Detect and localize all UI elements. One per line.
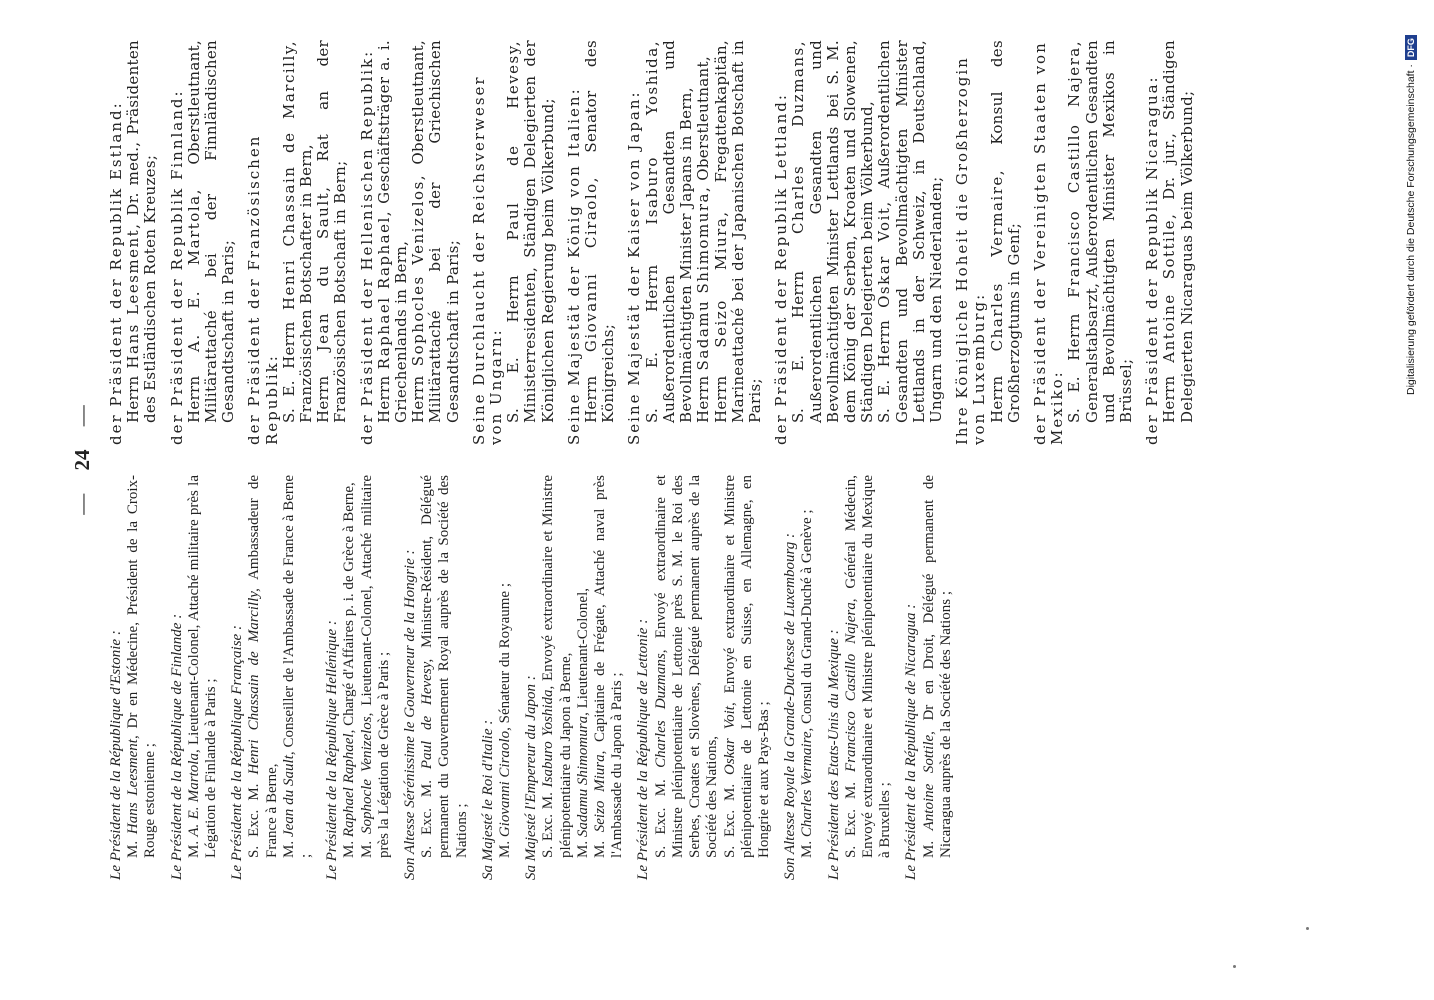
german-sovereign-heading: der Präsident der Republik Lettland: xyxy=(772,93,791,445)
french-entry xyxy=(480,475,514,880)
digitization-credit xyxy=(1404,15,1418,395)
french-entry xyxy=(826,475,895,880)
german-delegate xyxy=(583,40,617,423)
delegate-role: Lieutenant-Colonel, Attaché militaire près la Légation de Finlande à Paris ; xyxy=(185,474,220,858)
delegate-title: Herrn xyxy=(184,375,203,423)
delegate-name: Henri Chassain de Marcilly, xyxy=(246,588,263,775)
delegate-name: Charles Vermaire, xyxy=(987,168,1006,352)
delegate-title: Herrn xyxy=(124,375,143,423)
german-entry xyxy=(954,40,1023,445)
french-sovereign-heading: Son Altesse Royale la Grande-Duchesse de Luxembourg : xyxy=(782,532,799,880)
delegate-role: Französischen Botschafter in Bern, xyxy=(297,144,316,423)
delegate-title: S. Exc. M. xyxy=(540,792,557,858)
french-sovereign-heading: Sa Majesté l'Empereur du Japon : xyxy=(523,675,540,880)
delegate-role: Senator des Königreichs; xyxy=(582,40,618,423)
delegate-role: Oberstleutnant, xyxy=(694,56,713,181)
credit-text: Digitalisierung gefördert durch die Deutsche Forschungsgemeinschaft · xyxy=(1405,64,1417,395)
french-sovereign-heading: Le Président de la République d'Estonie : xyxy=(108,630,124,880)
delegate-role: Rat an der Französischen Botschaft in Bern; xyxy=(314,40,350,423)
german-entry xyxy=(169,40,238,445)
delegate-title: M. xyxy=(280,840,297,858)
delegate-title: S. E. Herrn xyxy=(279,321,298,423)
french-entry xyxy=(523,475,626,880)
delegate-role: Generalstabsarzt, Außerordentlichen Gesandten und Bevollmächtigten Minister Mexikos in Brüssel; xyxy=(1082,40,1135,423)
french-entry xyxy=(635,475,773,880)
german-entry xyxy=(471,40,557,445)
german-delegate xyxy=(410,40,462,423)
delegate-name: Antoine Sottile, xyxy=(920,731,937,831)
page-number-header xyxy=(70,20,95,900)
french-sovereign-heading: Le Président de la République de Lettonie : xyxy=(635,618,652,880)
delegate-role: Oberstleutnant, Militärattaché bei der Griechischen Gesandtschaft in Paris; xyxy=(409,40,462,423)
delegate-role: Sénateur du Royaume ; xyxy=(497,583,514,724)
german-delegate xyxy=(281,40,315,423)
french-entry xyxy=(903,475,955,880)
french-entry xyxy=(169,475,221,880)
delegate-title: M. xyxy=(125,840,142,858)
delegate-name: A. E. Martola, xyxy=(184,188,203,352)
french-delegate xyxy=(653,475,722,858)
delegate-title: S. Exc. M. xyxy=(246,783,263,858)
delegate-name: Francisco Castillo Najera, xyxy=(1065,40,1084,298)
delegate-name: Charles Duzmans, xyxy=(652,649,669,768)
french-delegate xyxy=(575,475,592,858)
german-delegate xyxy=(1161,40,1195,423)
delegate-title: S. E. Herrn xyxy=(504,275,523,423)
german-delegate xyxy=(876,40,945,423)
german-delegate xyxy=(125,40,159,423)
german-entry xyxy=(246,40,349,445)
delegate-name: Isaburo Yoshida, xyxy=(540,685,557,788)
delegate-role: Envoyé extraordinaire et Ministre plénipotentiaire de Lettonie en Suisse, en Allemagne, en Hongrie et aux Pays-Bas ; xyxy=(721,474,772,858)
german-sovereign-heading: der Präsident der Republik Estland: xyxy=(107,101,125,445)
delegate-role: Envoyé extraordinaire et Ministre plénipotentiaire du Japon à Berne, xyxy=(540,474,574,858)
delegate-role: Ambassadeur de France à Berne, xyxy=(246,475,280,858)
delegate-title: S. Exc. M. xyxy=(419,780,436,858)
german-delegate xyxy=(713,40,765,423)
delegate-name: Sophocle Venizelos, xyxy=(358,712,375,835)
delegate-name: Isaburo Yoshida, xyxy=(642,40,661,225)
delegate-title: S. Exc. M. xyxy=(652,779,669,858)
delegate-role: Dr. med., Präsidenten des Estländischen Roten Kreuzes; xyxy=(124,40,160,423)
delegate-title: Herrn xyxy=(582,375,601,423)
german-entry xyxy=(108,40,160,445)
german-sovereign-heading: Seine Durchlaucht der Reichsverweser von Ungarn: xyxy=(469,75,506,445)
delegate-role: Dr. jur., Ständigen Delegierten Nicaraguas beim Völkerbund; xyxy=(1160,39,1196,423)
delegate-role: Consul du Grand-Duché à Genève ; xyxy=(799,509,816,724)
delegate-title: M. xyxy=(574,840,591,858)
delegate-title: Herrn xyxy=(694,375,713,423)
french-sovereign-heading: Sa Majesté le Roi d'Italie : xyxy=(479,719,496,880)
french-entry xyxy=(402,475,471,880)
delegate-role: Dr en Droit, Délégué permanent de Nicaragua auprès de la Société des Nations ; xyxy=(920,474,954,858)
delegate-title: S. E. Herrn xyxy=(789,270,808,423)
german-entry xyxy=(1144,40,1196,445)
delegate-name: Oskar Voit, xyxy=(721,702,738,775)
german-delegate xyxy=(505,40,557,423)
german-entry xyxy=(626,40,764,445)
french-sovereign-heading: Son Altesse Sérénissime le Gouverneur de la Hongrie : xyxy=(402,549,419,880)
french-delegate xyxy=(359,475,393,858)
delegate-name: Raphael Raphael, xyxy=(374,209,393,370)
delegate-name: A. E. Martola, xyxy=(185,749,202,837)
delegate-title: M. xyxy=(358,840,375,858)
delegate-name: Paul de Hevesy, xyxy=(419,658,436,770)
delegate-role: Konsul des Großherzogtums in Genf; xyxy=(987,40,1023,423)
delegate-name: Sophocles Venizelos, xyxy=(409,173,428,367)
delegate-role: Conseiller de l'Ambassade de France à Berne ; xyxy=(280,474,315,858)
delegate-name: Giovanni Ciraolo, xyxy=(497,727,514,838)
delegate-title: M. xyxy=(799,840,816,858)
delegate-title: Herrn xyxy=(374,375,393,423)
german-entry xyxy=(773,40,945,445)
delegate-title: S. Exc. M. xyxy=(721,783,738,858)
delegate-role: Außerordentlichen Gesandten und Bevollmächtigten Minister Lettlands bei S. M. dem König der Serben, Kroaten und Slowenen, Ständigen Delegierten beim Völkerbund, xyxy=(806,40,877,423)
delegate-name: Paul de Hevesy, xyxy=(504,40,523,241)
delegate-role: Oberstleutnant, Militärattaché bei der Finnländischen Gesandtschaft in Paris; xyxy=(184,40,238,423)
folio-dash-left: — xyxy=(70,493,94,515)
delegate-name: Giovanni Ciraolo, xyxy=(582,176,601,353)
delegate-name: Oskar Voit, xyxy=(875,200,894,308)
german-delegate xyxy=(644,40,696,423)
delegate-name: Henri Chassain de Marcilly, xyxy=(279,40,298,311)
delegate-role: Dr en Médecine, Président de la Croix-Rouge estonienne ; xyxy=(125,474,159,858)
german-sovereign-heading: Seine Majestät der König von Italien: xyxy=(564,87,583,445)
french-delegate xyxy=(186,475,220,858)
french-delegate xyxy=(799,475,816,858)
delegate-title: Herrn xyxy=(314,375,333,423)
delegate-name: Jean du Sault, xyxy=(280,751,297,838)
delegate-role: Außerordentlichen Gesandten und Bevollmächtigten Minister Lettlands in der Schweiz, in Deutschland, Ungarn und den Niederlanden; xyxy=(875,40,945,423)
french-sovereign-heading: Le Président des Etats-Unis du Mexique : xyxy=(825,629,842,880)
delegate-title: Herrn xyxy=(409,375,428,423)
delegate-role: Fregattenkapitän, Marineattaché bei der Japanischen Botschaft in Paris; xyxy=(711,40,764,423)
delegate-title: S. E. Herrn xyxy=(1065,313,1084,423)
delegate-role: Ministre-Résident, Délégué permanent du Gouvernement Royal auprès de la Société des Nations ; xyxy=(419,474,470,858)
delegate-title: S. E. Herrn xyxy=(875,319,894,423)
folio-dash-right: — xyxy=(70,405,94,427)
french-entry xyxy=(229,475,315,880)
french-delegate xyxy=(921,475,955,858)
scan-speck xyxy=(1233,965,1236,968)
french-entry xyxy=(782,475,816,880)
french-delegate xyxy=(722,475,774,858)
delegate-title: M. xyxy=(341,840,358,858)
french-delegate xyxy=(497,475,514,858)
french-delegate xyxy=(540,475,574,858)
french-sovereign-heading: Le Président de la République Française : xyxy=(229,625,246,880)
delegate-title: S. E. Herrn xyxy=(642,264,661,423)
delegate-role: Ministerresidenten, Ständigen Delegierten der Königlichen Regierung beim Völkerbund; xyxy=(521,40,557,423)
german-sovereign-heading: der Präsident der Französischen Republik: xyxy=(245,134,281,445)
french-delegate xyxy=(592,475,626,858)
delegate-name: Seizo Miura, xyxy=(592,750,609,833)
delegate-role: Général Médecin, Envoyé extraordinaire et Ministre plénipotentiaire du Mexique à Bruxelles ; xyxy=(842,474,894,858)
french-entry xyxy=(324,475,393,880)
page-number: 24 xyxy=(70,449,94,471)
french-column xyxy=(108,475,964,880)
german-sovereign-heading: der Präsident der Republik Finnland: xyxy=(167,89,186,445)
german-entry xyxy=(359,40,462,445)
french-sovereign-heading: Le Président de la République de Finlande : xyxy=(168,613,185,880)
french-delegate xyxy=(419,475,471,858)
german-entry xyxy=(566,40,618,445)
delegate-role: Capitaine de Frégate, Attaché naval près l'Ambassade du Japon à Paris ; xyxy=(592,474,626,858)
delegate-title: M. xyxy=(592,840,609,858)
german-sovereign-heading: der Präsident der Hellenischen Republik: xyxy=(357,49,376,445)
delegate-role: Außerordentlichen Gesandten und Bevollmächtigten Minister Japans in Bern, xyxy=(659,40,696,423)
dfg-logo: DFG xyxy=(1405,35,1417,60)
french-sovereign-heading: Le Président de la République de Nicaragua : xyxy=(903,603,920,880)
french-delegate xyxy=(125,475,159,858)
german-delegate xyxy=(376,40,410,423)
delegate-role: Chargé d'Affaires p. i. de Grèce à Berne, xyxy=(341,482,358,726)
delegate-title: Herrn xyxy=(1160,375,1179,423)
delegate-role: Lieutenant-Colonel, xyxy=(574,588,591,709)
delegate-name: Hans Leesment, xyxy=(124,222,143,369)
german-delegate xyxy=(186,40,238,423)
delegate-role: Geschäftsträger a. i. Griechenlands in Bern, xyxy=(374,40,411,423)
delegate-role: Lieutenant-Colonel, Attaché militaire près la Légation de Grèce à Paris ; xyxy=(358,474,392,858)
delegate-title: Herrn xyxy=(711,375,730,423)
french-delegate xyxy=(341,475,358,858)
delegate-name: Charles Duzmans, xyxy=(789,40,808,234)
document-page xyxy=(60,20,1410,900)
delegate-name: Antoine Sottile, xyxy=(1160,212,1179,363)
german-sovereign-heading: Ihre Königliche Hoheit die Großherzogin von Luxemburg: xyxy=(953,56,989,445)
delegate-title: M. xyxy=(185,840,202,858)
german-delegate xyxy=(695,40,712,423)
german-delegate xyxy=(790,40,876,423)
german-delegate xyxy=(315,40,349,423)
scan-speck xyxy=(1306,927,1309,930)
french-delegate xyxy=(843,475,895,858)
french-delegate xyxy=(246,475,280,858)
german-sovereign-heading: der Präsident der Vereinigten Staaten von Mexiko: xyxy=(1030,41,1067,445)
delegate-name: Seizo Miura, xyxy=(711,210,730,348)
german-entry xyxy=(1032,40,1135,445)
delegate-name: Francisco Castillo Najera, xyxy=(842,598,859,773)
delegate-name: Hans Leesment, xyxy=(125,735,142,835)
german-sovereign-heading: Seine Majestät der Kaiser von Japan: xyxy=(625,90,644,445)
french-sovereign-heading: Le Président de la République Hellénique : xyxy=(324,620,341,880)
german-delegate xyxy=(1066,40,1135,423)
delegate-title: M. xyxy=(920,840,937,858)
delegate-name: Jean du Sault, xyxy=(314,185,333,352)
delegate-title: S. Exc. M. xyxy=(842,781,859,858)
german-sovereign-heading: der Präsident der Republik Nicaragua: xyxy=(1143,75,1162,445)
german-column xyxy=(108,40,1205,445)
delegate-title: M. xyxy=(497,840,514,858)
french-entry xyxy=(108,475,160,880)
delegate-title: Herrn xyxy=(987,375,1006,423)
delegate-name: Sadamu Shimomura, xyxy=(694,185,713,371)
french-delegate xyxy=(281,475,315,858)
delegate-name: Sadamu Shimomura, xyxy=(574,712,591,838)
delegate-role: Envoyé extraordinaire et Ministre plénipotentiaire de Lettonie près S. M. le Roi des Serbes, Croates et Slovènes, Délégué permanent auprès de la Société des Nations, xyxy=(652,474,721,858)
delegate-name: Charles Vermaire, xyxy=(799,727,816,838)
delegate-name: Raphael Raphael, xyxy=(341,729,358,838)
german-delegate xyxy=(989,40,1023,423)
